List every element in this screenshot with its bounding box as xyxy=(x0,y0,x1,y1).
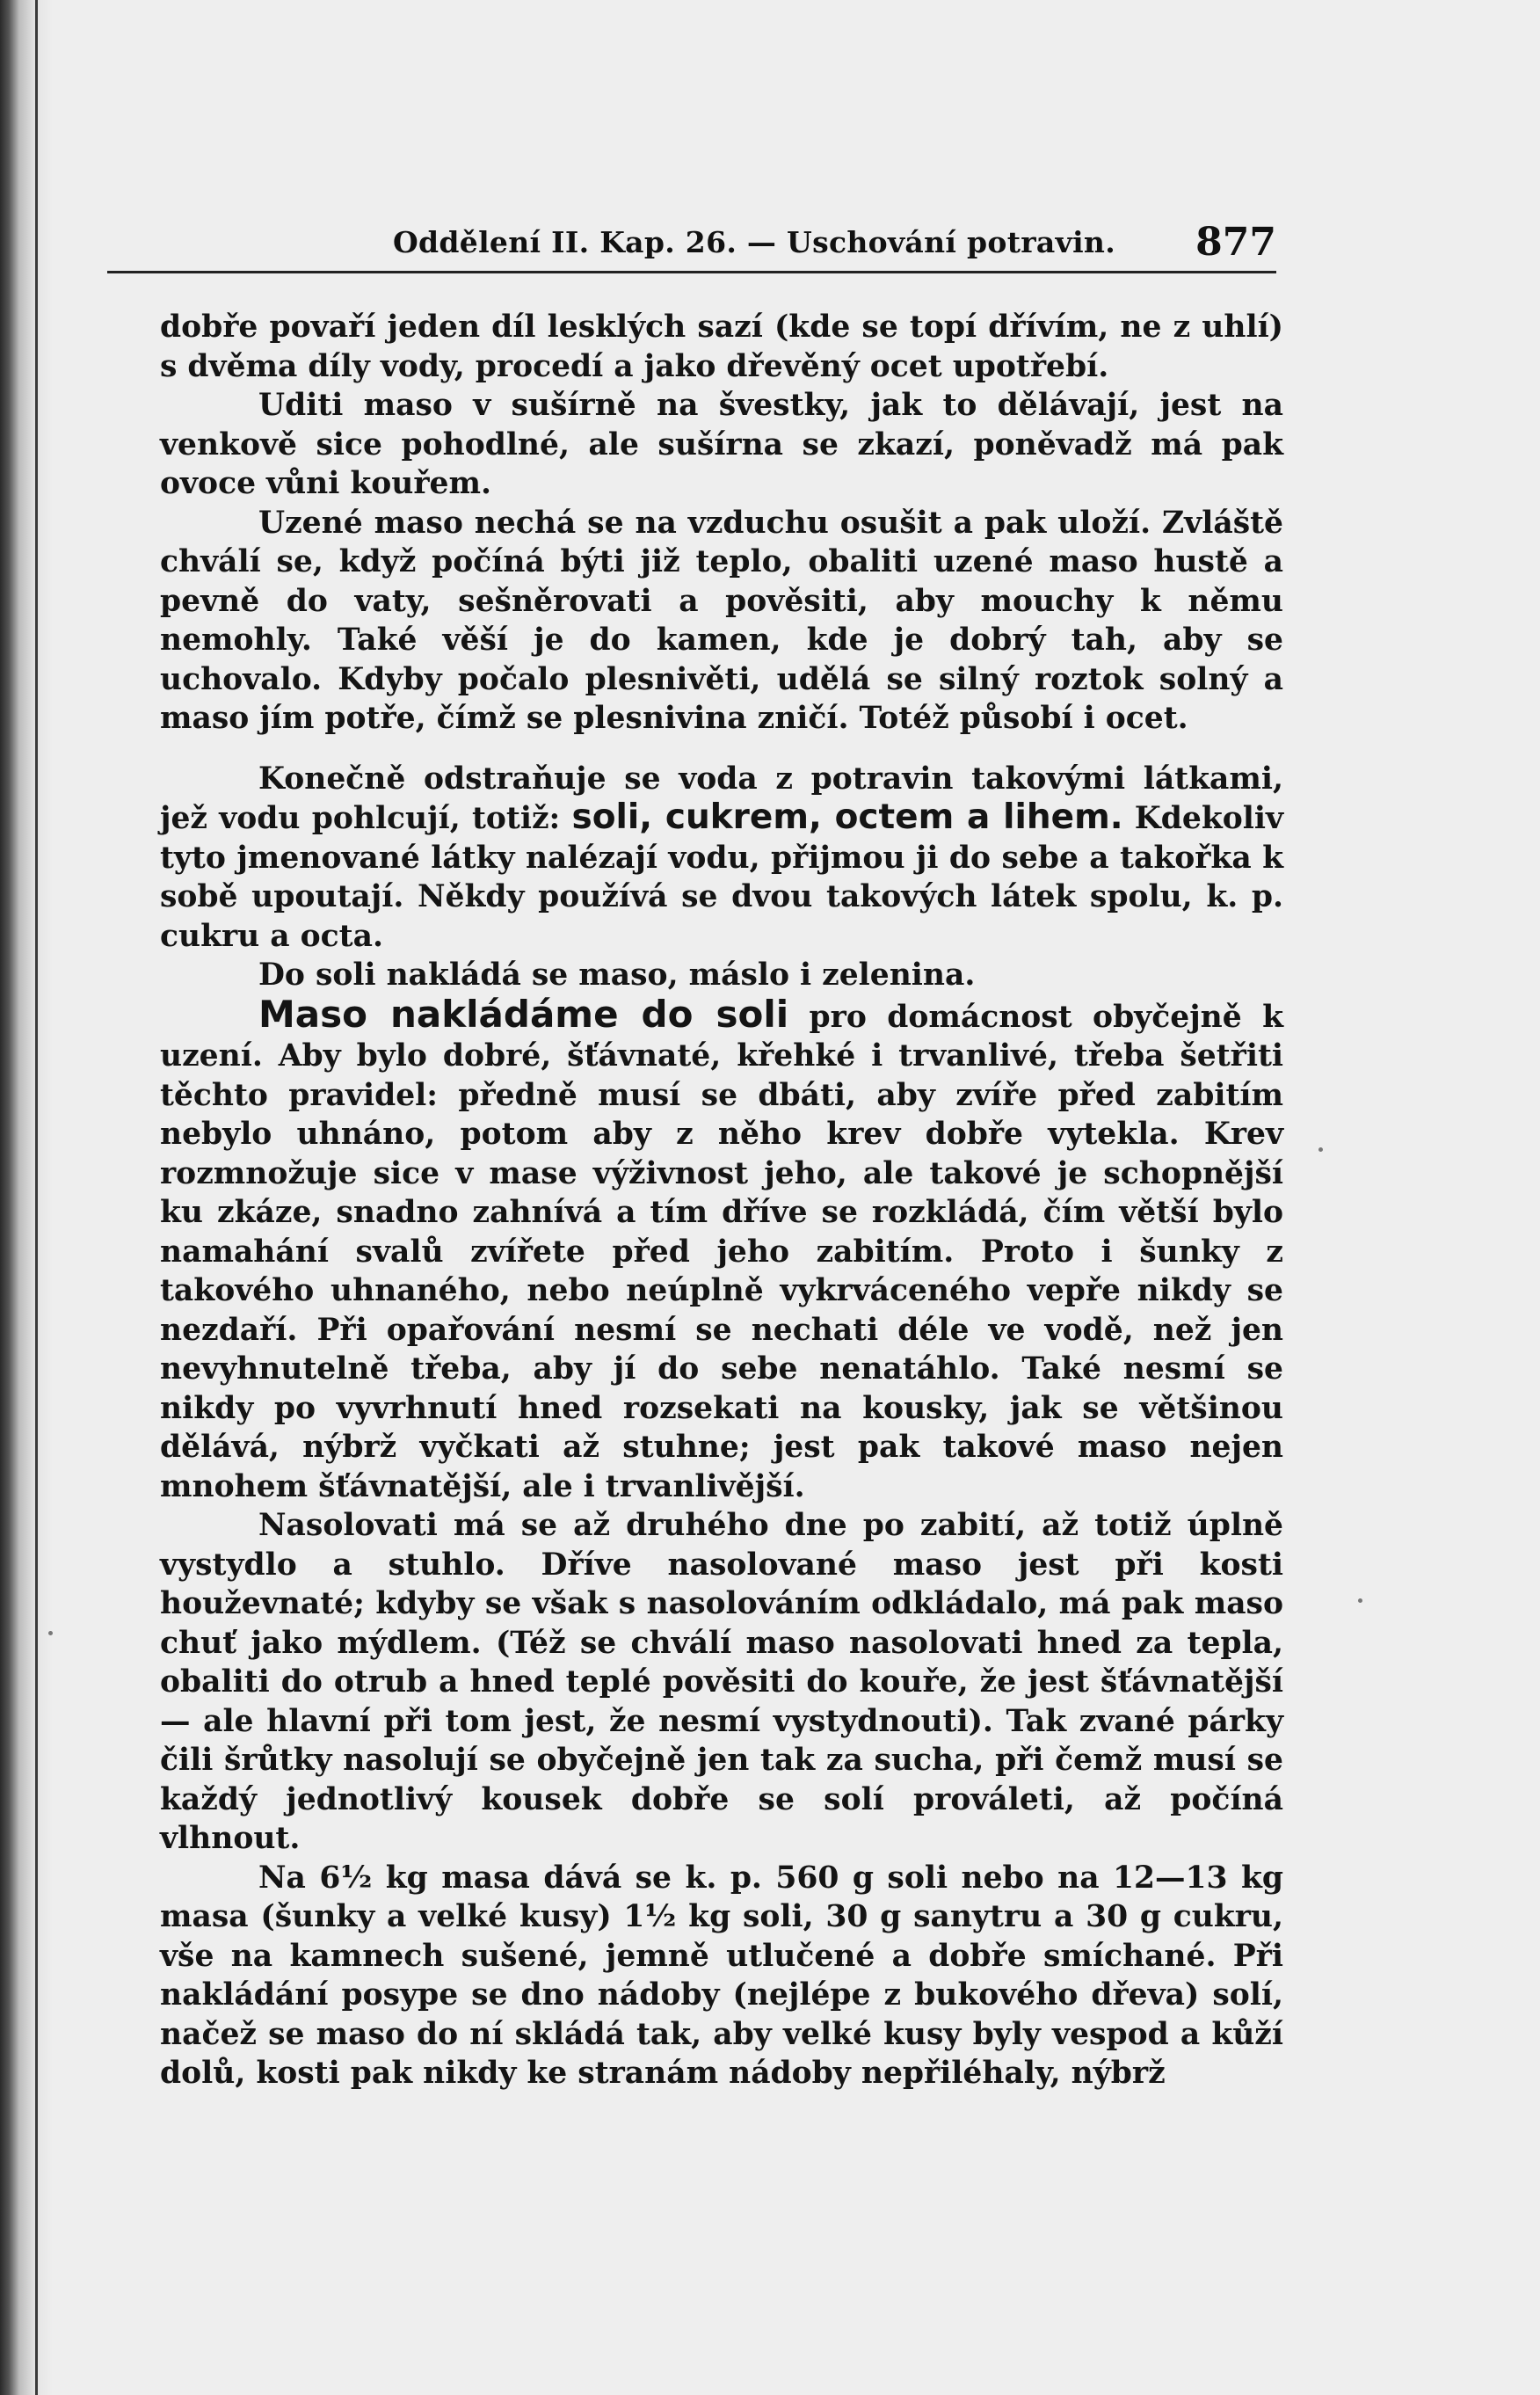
paragraph-4-text-end: Kdekoliv tyto jmenované látky nalézají vodu, přijmou ji do sebe a takořka k sobě upoutají. Někdy používá se dvou takových látek spolu, k. p. cukru a octa. xyxy=(160,801,1284,954)
spine-shadow-line xyxy=(35,0,38,2395)
paragraph-7: Nasolovati má se až druhého dne po zabití, až totiž úplně vystydlo a stuhlo. Dříve nasolované maso jest při kosti houževnaté; kdyby se však s nasolováním odkládalo, má pak maso chuť jako mýdlem. (Též se chválí maso nasolovati hned za tepla, obaliti do otrub a hned teplé pověsiti do kouře, že jest šťávnatější — ale hlavní při tom jest, že nesmí vystydnouti). Tak zvané párky čili šrůtky nasolují se obyčejně jen tak za sucha, při čemž musí se každý jednotlivý kousek dobře se solí prováleti, až počíná vlhnout. xyxy=(160,1508,1283,1856)
page-number: 877 xyxy=(1195,220,1276,265)
paragraph-6-text: pro domácnost obyčejně k uzení. Aby bylo dobré, šťávnaté, křehké i trvanlivé, třeba šetřiti těchto pravidel: předně musí se dbáti, aby zvíře před zabitím nebylo uhnáno, potom aby z něho krev dobře vytekla. Krev rozmnožuje sice v mase výživnost jeho, ale takové je schopnější ku zkáze, snadno zahnívá a tím dříve se rozkládá, čím větší bylo namahání svalů zvířete před jeho zabitím. Proto i šunky z takového uhnaného, nebo neúplně vykrváceného vepře nikdy se nezdaří. Při opařování nesmí se nechati déle ve vodě, než jen nevyhnutelně třeba, aby jí do sebe nenatáhlo. Také nesmí se nikdy po vyvrhnutí hned rozsekati na kousky, jak se většinou dělává, nýbrž vyčkati až stuhne; jest pak takové maso nejen mnohem šťávnatější, ale i trvanlivější. xyxy=(160,999,1283,1504)
paragraph-4-emphasis: soli, cukrem, octem a lihem. xyxy=(571,797,1123,837)
paragraph-6-lead: Maso nakládáme do soli xyxy=(258,992,789,1036)
scan-speck xyxy=(48,1631,53,1635)
paragraph-2: Uditi maso v sušírně na švestky, jak to dělávají, jest na venkově sice pohodlné, ale sušírna se zkazí, poněvadž má pak ovoce vůni kouřem. xyxy=(160,388,1283,501)
paragraph-3: Uzené maso nechá se na vzduchu osušit a pak uloží. Zvláště chválí se, když počíná býti již teplo, obaliti uzené maso hustě a pevně do vaty, sešněrovati a pověsiti, aby mouchy k němu nemohly. Také věší je do kamen, kde je dobrý tah, aby se uchovalo. Kdyby počalo plesnivěti, udělá se silný roztok solný a maso jím potře, čímž se plesnivina zničí. Totéž působí i ocet. xyxy=(160,505,1283,736)
header-rule xyxy=(107,271,1276,273)
paragraph-4-text-start: Konečně odstraňuje se voda z potravin takovými látkami, jež vodu pohlcují, totiž: xyxy=(160,761,1283,836)
paragraph-5: Do soli nakládá se maso, máslo i zelenina. xyxy=(258,957,976,993)
book-spine-edge xyxy=(0,0,54,2395)
paragraph-6 xyxy=(160,992,1283,1507)
scan-speck xyxy=(1358,1598,1362,1603)
scan-speck xyxy=(1318,1147,1323,1152)
paragraph-4 xyxy=(160,760,1283,957)
paragraph-8: Na 6½ kg masa dává se k. p. 560 g soli nebo na 12—13 kg masa (šunky a velké kusy) 1½ kg soli, 30 g sanytru a 30 g cukru, vše na kamnech sušené, jemně utlučené a dobře smíchané. Při nakládání posype se dno nádoby (nejlépe z bukového dřeva) solí, načež se maso do ní skládá tak, aby velké kusy byly vespod a kůží dolů, kosti pak nikdy ke stranám nádoby nepřiléhaly, nýbrž xyxy=(160,1860,1283,2091)
paragraph-1: dobře povaří jeden díl lesklých sazí (kde se topí dřívím, ne z uhlí) s dvěma díly vody, procedí a jako dřevěný ocet upotřebí. xyxy=(160,309,1283,384)
page-header xyxy=(107,220,1276,273)
body-text xyxy=(160,308,1283,2093)
running-head: Oddělení II. Kap. 26. — Uschování potravin. xyxy=(393,225,1116,259)
